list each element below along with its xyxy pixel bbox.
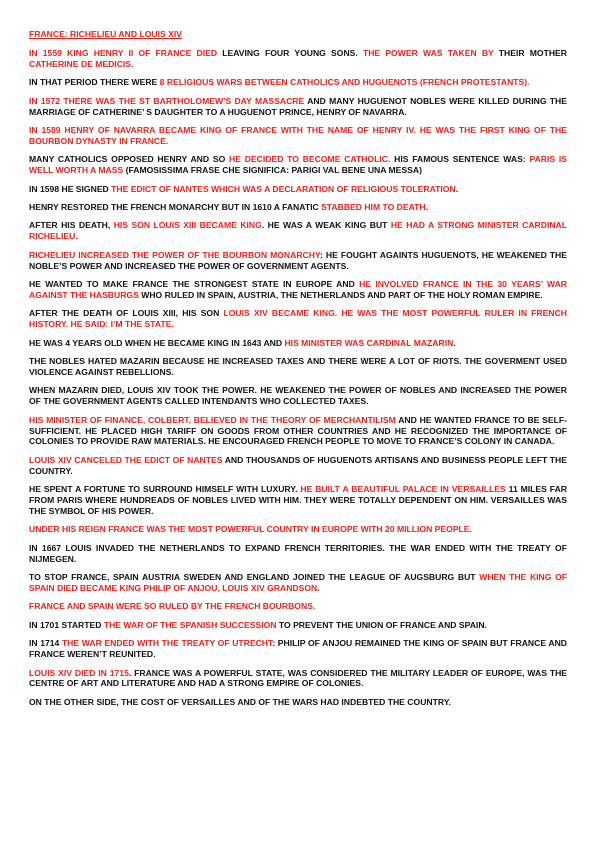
document-title: FRANCE: RICHELIEU AND LOUIS XIV [29,29,182,39]
highlighted-text: FRANCE AND SPAIN WERE SO RULED BY THE FRENCH BOURBONS. [29,601,316,612]
paragraph [29,220,567,242]
paragraph [29,250,567,272]
highlighted-text: WHEN THE KING OF SPAIN DIED BECAME KING PHILIP OF ANJOU, LOUIS XIV GRANDSON [29,572,568,594]
text-run: HENRY RESTORED THE FRENCH MONARCHY BUT IN 1610 A FANATIC [29,201,322,212]
paragraph [29,572,567,594]
highlighted-text: HE DECIDED TO BECOME CATHOLIC. [229,154,391,165]
paragraph [29,202,567,213]
highlighted-text: LOUIS XIV DIED IN 1715 [29,667,129,678]
highlighted-text: PARIS IS WELL WORTH A MASS [29,154,568,176]
text-run: ON THE OTHER SIDE, THE COST OF VERSAILLES AND OF THE WARS HAD INDEBTED THE COUNTRY. [29,696,451,707]
paragraph [29,308,567,330]
text-run: AFTER HIS DEATH, [29,220,114,231]
text-run: . [317,583,320,594]
text-run: IN 1701 STARTED [29,619,104,630]
highlighted-text: HIS MINISTER OF FINANCE, COLBERT, BELIEVED IN THE THEORY OF MERCHANTILISM [29,414,396,425]
highlighted-text: THE WAR ENDED WITH THE TREATY OF UTRECHT [61,638,273,649]
paragraph [29,668,567,690]
text-run: . [425,201,429,212]
text-run: WHEN MAZARIN DIED, LOUIS XIV TOOK THE POWER. HE WEAKENED THE POWER OF NOBLES AND INCREASED THE POWER OF THE GOVERNMENT AGENTS CALLED INTENDANTS WHO COLLECTED TAXES. [29,385,567,407]
text-run: AND THOUSANDS OF HUGUENOTS ARTISANS AND BUSINESS PEOPLE LEFT THE COUNTRY. [29,454,567,476]
text-run: TO STOP FRANCE, SPAIN AUSTRIA SWEDEN AND ENGLAND JOINED THE LEAGUE OF AUGSBURG BUT [29,572,480,583]
highlighted-text: HE HAD A STRONG MINISTER CARDINAL RICHELIEU. [29,220,567,242]
text-run: HE WANTED TO MAKE FRANCE THE STRONGEST STATE IN EUROPE AND [29,279,360,289]
paragraph [29,279,567,301]
paragraph [29,338,567,349]
text-run: LEAVING FOUR YOUNG SONS. [217,47,363,58]
document-body [29,48,567,708]
paragraph [29,77,567,88]
highlighted-text: IN 1572 THERE WAS THE ST BARTHOLOMEW’S DAY MASSACRE [29,95,305,106]
text-run: HIS FAMOUS SENTENCE WAS: [390,154,530,165]
text-run: 11 MILES FAR FROM PARIS WHERE HUNDREADS OF NOBLES LIVED WITH HIM. THEY WERE TOTALLY DEPENDENT ON HIM. VERSAILLES WAS THE SYMBOL OF HIS POWER. [29,484,567,516]
text-run: AND HE WANTED FRANCE TO BE SELF-SUFFICIENT. HE PLACED HIGH TARIFF ON GOODS FROM OTHER COUNTRIES AND HE RECOGNIZED THE IMPORTANCE OF COLONIES TO PROVIDE RAW MATERIALS. HE ENCOURAGED FRENCH PEOPLE TO MOVE TO FRANCE’S COLONY IN CANADA. [29,414,567,447]
text-run: HE WAS 4 YEARS OLD WHEN HE BECAME KING IN 1643 AND [29,337,285,348]
text-run: IN 1667 LOUIS INVADED THE NETHERLANDS TO EXPAND FRENCH TERRITORIES. THE WAR ENDED WITH THE TREATY OF NIJMEGEN. [29,542,567,564]
paragraph [29,154,567,176]
highlighted-text: HE BUILT A BEAUTIFUL PALACE IN VERSAILLES [300,484,506,495]
paragraph [29,385,567,407]
text-run: : PHILIP OF ANJOU REMAINED THE KING OF SPAIN BUT FRANCE AND FRANCE WEREN’T REUNITED. [29,638,567,660]
text-run: MANY CATHOLICS OPPOSED HENRY AND SO [29,154,230,165]
highlighted-text: IN 1589 HENRY OF NAVARRA BECAME KING OF FRANCE WITH THE NAME OF HENRY IV. HE WAS THE FIRST KING OF THE BOURBON DYNASTY IN FRANCE. [29,124,567,146]
document-page [29,29,567,715]
highlighted-text: THE WAR OF THE SPANISH SUCCESSION [103,619,277,630]
highlighted-text: THE EDICT OF NANTES WHICH WAS A DECLARATION OF RELIGIOUS TOLERATION [111,183,456,194]
text-run: WHO RULED IN SPAIN, AUSTRIA, THE NETHERLANDS AND PART OF THE HOLY ROMAN EMPIRE. [138,289,543,300]
paragraph [29,638,567,660]
text-run: : HE FOUGHT AGAINTS HUGUENOTS, HE WEAKENED THE NOBLE’S POWER AND INCREASED THE POWER OF GOVERNMENT AGENTS. [29,249,567,271]
paragraph [29,96,567,118]
text-run: TO PREVENT THE UNION OF FRANCE AND SPAIN. [276,619,487,630]
paragraph [29,543,567,565]
highlighted-text: CATHERINE DE MEDICIS. [29,58,134,69]
highlighted-text: 8 RELIGIOUS WARS BETWEEN CATHOLICS AND HUGUENOTS (FRENCH PROTESTANTS). [159,77,530,88]
paragraph [29,455,567,477]
text-run: AND MANY HUGUENOT NOBLES WERE KILLED DURING THE MARRIAGE OF CATHERINE’ S DAUGHTER TO A HUGUENOT PRINCE, HENRY OF NAVARRA. [29,95,567,117]
paragraph [29,524,567,535]
highlighted-text: STABBED HIM TO DEATH [321,201,426,212]
text-run: IN 1598 HE SIGNED [29,183,112,194]
highlighted-text: HIS MINISTER WAS CARDINAL MAZARIN [284,337,454,348]
highlighted-text: LOUIS XIV CANCELED THE EDICT OF NANTES [29,454,223,465]
text-run: THEIR MOTHER [493,47,567,58]
text-run: AFTER THE DEATH OF LOUIS XIII, HIS SON [29,308,224,319]
text-run: (FAMOSISSIMA FRASE CHE SIGNIFICA: PARIGI VAL BENE UNA MESSA) [123,165,422,176]
paragraph [29,125,567,147]
paragraph [29,48,567,70]
text-run: IN THAT PERIOD THERE WERE [29,77,160,88]
highlighted-text: UNDER HIS REIGN FRANCE WAS THE MOST POWERFUL COUNTRY IN EUROPE WITH 20 MILLION PEOPLE. [29,524,472,535]
text-run: IN 1714 [29,638,62,649]
highlighted-text: IN 1559 KING HENRY II OF FRANCE DIED [29,47,218,58]
paragraph [29,484,567,517]
paragraph [29,601,567,612]
text-run: . FRANCE WAS A POWERFUL STATE, WAS CONSIDERED THE MILITARY LEADER OF EUROPE, WAS THE CENTRE OF ART AND LITERATURE AND HAD A STRONG EMPIRE OF COLONIES. [29,667,568,689]
paragraph [29,356,567,378]
text-run: . HE WAS A WEAK KING BUT [261,220,391,231]
paragraph [29,697,567,708]
text-run: . [455,183,459,194]
highlighted-text: RICHELIEU INCREASED THE POWER OF THE BOURBON MONARCHY [29,249,321,260]
paragraph [29,415,567,448]
text-run: THE NOBLES HATED MAZARIN BECAUSE HE INCREASED TAXES AND THERE WERE A LOT OF RIOTS. THE GOVERMENT USED VIOLENCE AGAINST REBELLIONS. [29,356,567,377]
paragraph [29,184,567,195]
highlighted-text: HIS SON LOUIS XIII BECAME KING [113,220,262,231]
paragraph [29,620,567,631]
highlighted-text: THE POWER WAS TAKEN BY [362,47,494,58]
highlighted-text: LOUIS XIV BECAME KING. HE WAS THE MOST POWERFUL RULER IN FRENCH HISTORY. HE SAID: I’M THE STATE. [29,308,567,330]
highlighted-text: HE INVOLVED FRANCE IN THE 30 YEARS’ WAR AGAINST THE HASBURGS [29,279,567,300]
text-run: . [453,337,456,348]
text-run: HE SPENT A FORTUNE TO SURROUND HIMSELF WITH LUXURY. [29,484,301,495]
